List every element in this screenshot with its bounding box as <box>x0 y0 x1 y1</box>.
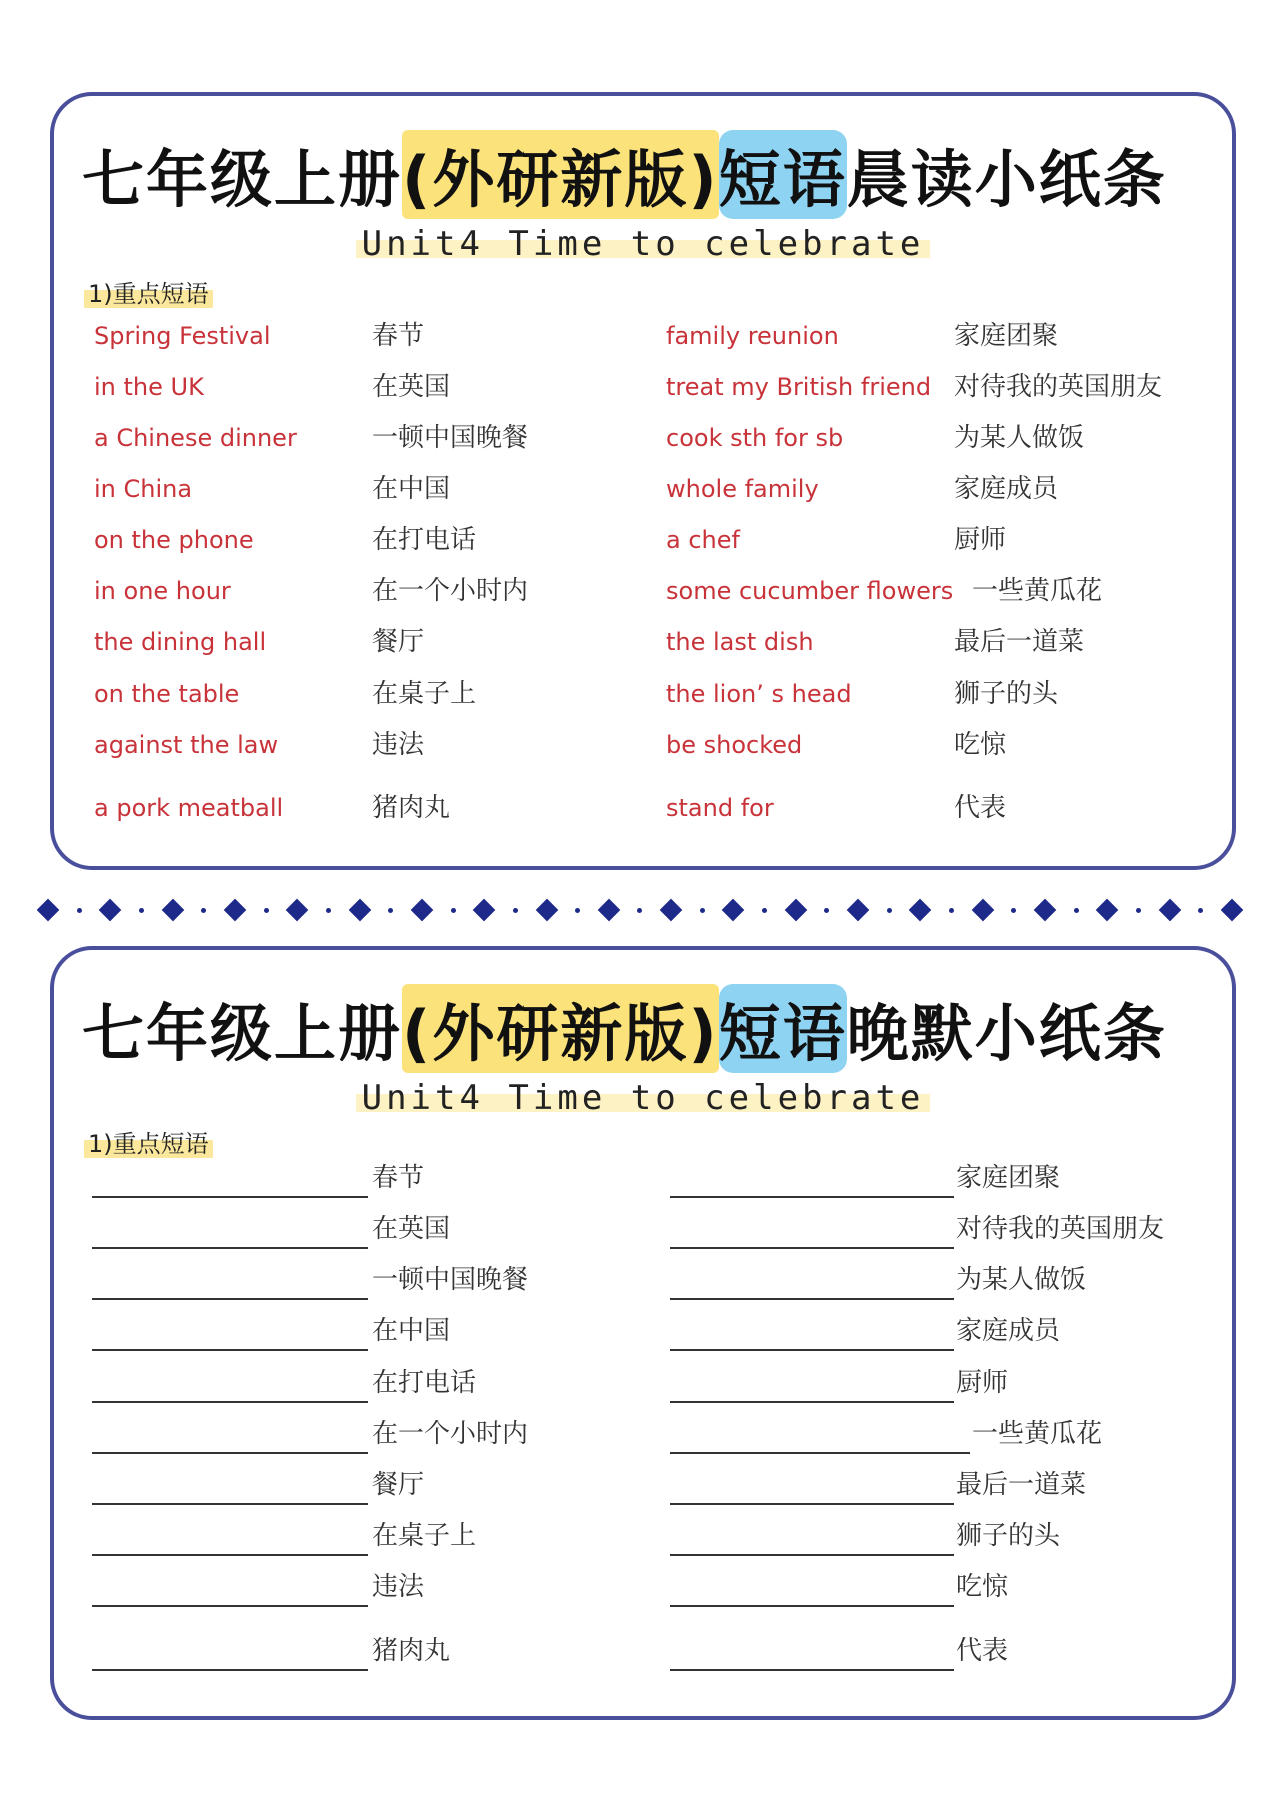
chinese-meaning: 一些黄瓜花 <box>972 576 1103 606</box>
diamond-icon <box>909 899 932 922</box>
title-suffix: 晚默小纸条 <box>846 996 1167 1070</box>
dictation-row <box>670 1209 1230 1249</box>
chinese-meaning: 一顿中国晚餐 <box>372 423 529 453</box>
english-phrase: a chef <box>666 526 740 554</box>
answer-blank[interactable] <box>670 1319 954 1351</box>
chinese-meaning: 最后一道菜 <box>954 627 1085 657</box>
title-edition: (外研新版) <box>402 130 719 219</box>
chinese-meaning: 对待我的英国朋友 <box>956 1214 1165 1244</box>
dot-icon <box>77 908 82 913</box>
answer-blank[interactable] <box>670 1639 954 1671</box>
dictation-row <box>92 1363 652 1403</box>
diamond-icon <box>99 899 122 922</box>
dot-icon <box>264 908 269 913</box>
unit-subtitle <box>54 1078 1232 1118</box>
dot-icon <box>1136 908 1141 913</box>
dictation-row <box>670 1567 1230 1607</box>
answer-blank[interactable] <box>670 1217 954 1249</box>
diamond-icon <box>784 899 807 922</box>
answer-blank[interactable] <box>92 1524 368 1556</box>
english-phrase: on the table <box>94 680 240 708</box>
chinese-meaning: 为某人做饭 <box>956 1265 1087 1295</box>
dot-icon <box>824 908 829 913</box>
english-phrase: against the law <box>94 731 279 759</box>
dot-icon <box>1074 908 1079 913</box>
dictation-row <box>92 1414 652 1454</box>
answer-blank[interactable] <box>670 1422 970 1454</box>
dictation-row <box>92 1465 652 1505</box>
chinese-meaning: 在一个小时内 <box>372 1419 529 1449</box>
section-label <box>84 274 213 309</box>
title-edition: (外研新版) <box>402 984 719 1073</box>
title-phrases: 短语 <box>719 984 847 1073</box>
chinese-meaning: 餐厅 <box>372 627 425 657</box>
chinese-meaning: 在打电话 <box>372 1368 477 1398</box>
title-grade: 七年级上册 <box>82 142 403 216</box>
chinese-meaning: 家庭团聚 <box>956 1163 1061 1193</box>
chinese-meaning: 在英国 <box>372 1214 451 1244</box>
dot-icon <box>949 908 954 913</box>
dot-icon <box>762 908 767 913</box>
english-phrase: in China <box>94 475 193 503</box>
diamond-icon <box>1034 899 1057 922</box>
dot-icon <box>887 908 892 913</box>
dot-icon <box>201 908 206 913</box>
dictation-row <box>92 1516 652 1556</box>
chinese-meaning: 厨师 <box>954 525 1007 555</box>
dot-icon <box>637 908 642 913</box>
diamond-icon <box>847 899 870 922</box>
dictation-row <box>670 1158 1230 1198</box>
answer-blank[interactable] <box>670 1524 954 1556</box>
dictation-row <box>92 1158 652 1198</box>
chinese-meaning: 厨师 <box>956 1368 1009 1398</box>
english-phrase: be shocked <box>666 731 803 759</box>
diamond-icon <box>1096 899 1119 922</box>
answer-blank[interactable] <box>92 1422 368 1454</box>
dot-icon <box>575 908 580 913</box>
dictation-row <box>92 1209 652 1249</box>
chinese-meaning: 最后一道菜 <box>956 1470 1087 1500</box>
answer-blank[interactable] <box>670 1575 954 1607</box>
chinese-meaning: 一些黄瓜花 <box>972 1419 1103 1449</box>
chinese-meaning: 吃惊 <box>956 1572 1009 1602</box>
answer-blank[interactable] <box>670 1268 954 1300</box>
section-label-text: 1)重点短语 <box>84 280 213 308</box>
title-grade: 七年级上册 <box>82 996 403 1070</box>
chinese-meaning: 违法 <box>372 1572 425 1602</box>
english-phrase: in one hour <box>94 577 231 605</box>
chinese-meaning: 代表 <box>956 1636 1009 1666</box>
diamond-icon <box>971 899 994 922</box>
diamond-icon <box>722 899 745 922</box>
chinese-meaning: 餐厅 <box>372 1470 425 1500</box>
chinese-meaning: 在打电话 <box>372 525 477 555</box>
dictation-row <box>670 1260 1230 1300</box>
dictation-row <box>670 1516 1230 1556</box>
english-phrase: Spring Festival <box>94 322 271 350</box>
dictation-row <box>670 1363 1230 1403</box>
chinese-meaning: 在一个小时内 <box>372 576 529 606</box>
dictation-row <box>670 1631 1230 1671</box>
dot-icon <box>326 908 331 913</box>
english-phrase: treat my British friend <box>666 373 932 401</box>
chinese-meaning: 春节 <box>372 1163 425 1193</box>
diamond-icon <box>161 899 184 922</box>
title-phrases: 短语 <box>719 130 847 219</box>
english-phrase: cook sth for sb <box>666 424 844 452</box>
diamond-icon <box>597 899 620 922</box>
chinese-meaning: 为某人做饭 <box>954 423 1085 453</box>
dictation-row <box>92 1567 652 1607</box>
english-phrase: the dining hall <box>94 628 267 656</box>
dictation-row <box>92 1260 652 1300</box>
chinese-meaning: 狮子的头 <box>956 1521 1061 1551</box>
card-title <box>82 126 1212 222</box>
english-phrase: the lion’ s head <box>666 680 852 708</box>
chinese-meaning: 在桌子上 <box>372 679 477 709</box>
chinese-meaning: 家庭成员 <box>954 474 1059 504</box>
title-suffix: 晨读小纸条 <box>846 142 1167 216</box>
dot-icon <box>139 908 144 913</box>
diamond-icon <box>286 899 309 922</box>
dotted-divider <box>40 895 1240 925</box>
diamond-icon <box>224 899 247 922</box>
answer-blank[interactable] <box>92 1166 368 1198</box>
answer-blank[interactable] <box>92 1473 368 1505</box>
chinese-meaning: 在中国 <box>372 1316 451 1346</box>
diamond-icon <box>411 899 434 922</box>
chinese-meaning: 对待我的英国朋友 <box>954 372 1163 402</box>
unit-subtitle-text: Unit4 Time to celebrate <box>356 224 931 264</box>
answer-blank[interactable] <box>92 1639 368 1671</box>
dictation-row <box>92 1631 652 1671</box>
diamond-icon <box>1158 899 1181 922</box>
dictation-row <box>670 1414 1230 1454</box>
chinese-meaning: 家庭团聚 <box>954 321 1059 351</box>
chinese-meaning: 春节 <box>372 321 425 351</box>
english-phrase: on the phone <box>94 526 254 554</box>
chinese-meaning: 一顿中国晚餐 <box>372 1265 529 1295</box>
dot-icon <box>1011 908 1016 913</box>
diamond-icon <box>535 899 558 922</box>
chinese-meaning: 违法 <box>372 730 425 760</box>
dot-icon <box>513 908 518 913</box>
answer-blank[interactable] <box>670 1473 954 1505</box>
card-title <box>82 980 1212 1076</box>
english-phrase: stand for <box>666 794 774 822</box>
answer-blank[interactable] <box>92 1217 368 1249</box>
morning-reading-card <box>50 92 1236 870</box>
english-phrase: some cucumber flowers <box>666 577 954 605</box>
dictation-row <box>670 1465 1230 1505</box>
section-label <box>84 1124 213 1159</box>
chinese-meaning: 在桌子上 <box>372 1521 477 1551</box>
chinese-meaning: 猪肉丸 <box>372 793 451 823</box>
dictation-row <box>92 1311 652 1351</box>
answer-blank[interactable] <box>670 1166 954 1198</box>
answer-blank[interactable] <box>670 1371 954 1403</box>
diamond-icon <box>348 899 371 922</box>
dot-icon <box>1198 908 1203 913</box>
answer-blank[interactable] <box>92 1268 368 1300</box>
chinese-meaning: 狮子的头 <box>954 679 1059 709</box>
chinese-meaning: 在英国 <box>372 372 451 402</box>
english-phrase: a pork meatball <box>94 794 284 822</box>
english-phrase: a Chinese dinner <box>94 424 297 452</box>
answer-blank[interactable] <box>92 1575 368 1607</box>
diamond-icon <box>660 899 683 922</box>
dictation-row <box>670 1311 1230 1351</box>
dot-icon <box>451 908 456 913</box>
english-phrase: the last dish <box>666 628 814 656</box>
diamond-icon <box>1221 899 1244 922</box>
answer-blank[interactable] <box>92 1319 368 1351</box>
diamond-icon <box>473 899 496 922</box>
dot-icon <box>700 908 705 913</box>
english-phrase: family reunion <box>666 322 839 350</box>
diamond-icon <box>37 899 60 922</box>
chinese-meaning: 吃惊 <box>954 730 1007 760</box>
dot-icon <box>388 908 393 913</box>
unit-subtitle-text: Unit4 Time to celebrate <box>356 1078 931 1118</box>
chinese-meaning: 猪肉丸 <box>372 1636 451 1666</box>
evening-dictation-card <box>50 946 1236 1720</box>
section-label-text: 1)重点短语 <box>84 1130 213 1158</box>
chinese-meaning: 代表 <box>954 793 1007 823</box>
chinese-meaning: 在中国 <box>372 474 451 504</box>
chinese-meaning: 家庭成员 <box>956 1316 1061 1346</box>
answer-blank[interactable] <box>92 1371 368 1403</box>
english-phrase: whole family <box>666 475 819 503</box>
english-phrase: in the UK <box>94 373 204 401</box>
unit-subtitle <box>54 224 1232 264</box>
